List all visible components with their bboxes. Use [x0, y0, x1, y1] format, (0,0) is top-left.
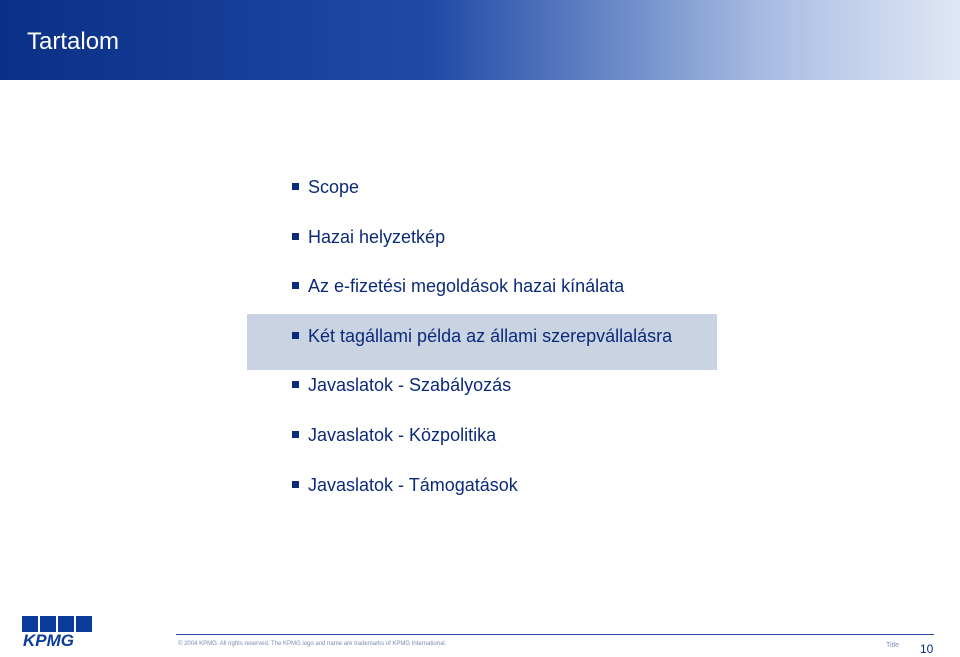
agenda-item-e-fizetes: [292, 275, 672, 325]
agenda-item-label: Két tagállami példa az állami szerepvállalásra: [308, 325, 673, 346]
svg-text:KPMG: KPMG: [23, 631, 74, 650]
agenda-item-label: Javaslatok - Támogatások: [308, 474, 518, 495]
footer-divider: [176, 634, 934, 635]
square-bullet-icon: [292, 381, 299, 388]
agenda-item-label: Hazai helyzetkép: [308, 226, 446, 247]
agenda-item-tagallami-pelda: [292, 325, 672, 375]
square-bullet-icon: [292, 431, 299, 438]
agenda-item-label: Az e-fizetési megoldások hazai kínálata: [308, 276, 625, 297]
slide-title: Tartalom: [27, 28, 120, 55]
agenda-item-tamogatasok: [292, 474, 672, 524]
agenda-item-label: Scope: [308, 177, 360, 197]
square-bullet-icon: [292, 233, 299, 240]
agenda-item-hazai-helyzetkep: [292, 226, 672, 276]
agenda-item-szabalyozas: [292, 374, 672, 424]
footer-copyright: © 2004 KPMG. All rights reserved. The KPMG logo and name are trademarks of KPMG International.: [178, 641, 447, 647]
agenda-item-kozpolitika: [292, 424, 672, 474]
kpmg-logo: [22, 616, 94, 650]
agenda-item-scope: [292, 176, 672, 226]
square-bullet-icon: [292, 183, 299, 190]
slide-header: [0, 0, 960, 80]
agenda-item-label: Javaslatok - Szabályozás: [308, 375, 512, 396]
square-bullet-icon: [292, 282, 299, 289]
square-bullet-icon: [292, 481, 299, 488]
page-number: 10: [920, 642, 934, 656]
agenda-list: [292, 176, 672, 523]
agenda-item-label: Javaslatok - Közpolitika: [308, 424, 497, 445]
square-bullet-icon: [292, 332, 299, 339]
footer-title: Title: [886, 642, 899, 649]
